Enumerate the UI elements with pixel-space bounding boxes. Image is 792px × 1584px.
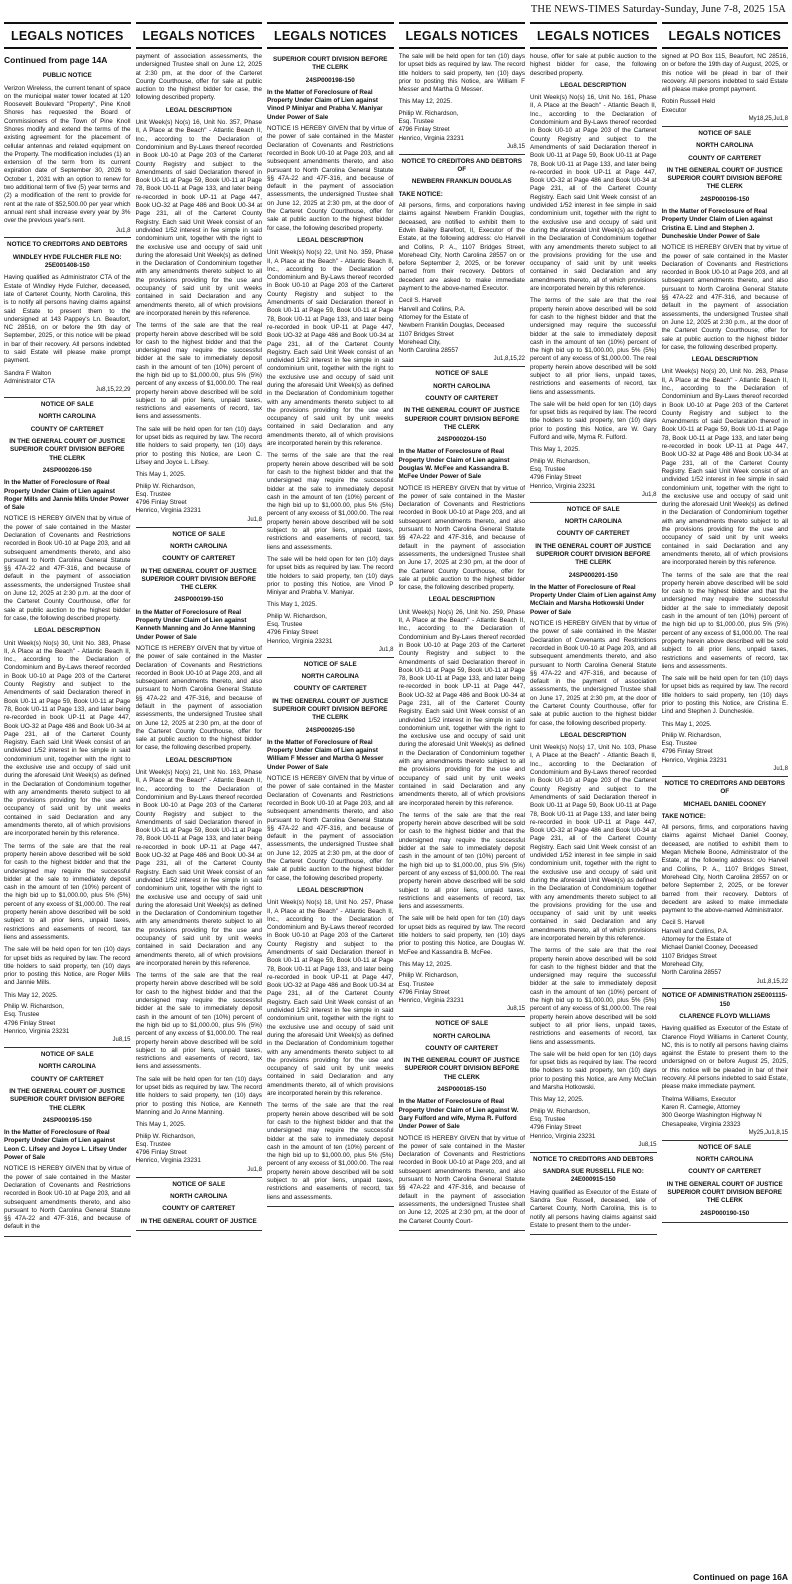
notice-title: NOTICE TO CREDITORS AND DEBTORS OF [664,779,785,796]
publication-dates: My18,25,Ju1,8 [748,116,788,123]
matter-heading: In the Matter of Foreclosure of Real Property Under Claim of Lien against Amy McClain and Marsha Hotkowski Under Power of Sale [530,583,657,616]
court-line: 24SP000205-150 [305,726,355,734]
legal-paragraph: Unit Week(s) No(s) 22, Unit No. 359, Phase II, A Place at the Beach" - Atlantic Beach II, Inc., according to the Declaration of Condominium and By-Laws thereof recorded in Book U0-10 at Page 203 of the Carteret County Registry and subject to the Amendments of said Declaration thereof in Book U0-11 at Page 59, Book U0-11 at Page 78, Book U0-11 at Page 133, and later being re-recorded in book UP-11 at Page 447, Book UO-32 at Page 486 and Book U0-34 at Page 231, all of the Carteret County Registry. Each said Unit Week consist of an undivided 1/52 interest in fee simple in said condominium unit, together with the right to the exclusive use and occupy of said unit during the aforesaid Unit Week(s) as defined in the Declaration of Condominium together with any amendments thereto subject to all the provisions providing for the use and occupancy of said unit by unit weeks contained in said Declaration and any amendments thereto, all of which provisions are incorporated herein by this reference. [267,249,394,448]
signature-line: 4796 Finlay Street [530,1124,582,1132]
signature-line: Esq. Trustee [135,1140,171,1148]
publication-dates: Ju1,8 [247,516,262,523]
notice-paragraph: Verizon Wireless, the current tenant of space on the municipal water tower located at 120 Roosevelt Boulevard "Property", Pine Knoll Shores has requested the Board of Commissioners of the Town of Pine Knoll Shores modify and extend the terms of the existing agreement for the placement of cellular antennas and related equipment on the Property. The modification includes (1) an extension of the term from its current expiration date of September 30, 2026 to October 1, 2031 with an option to renew for two additional term of five (5) year terms and (2) a modification of the rent to provide for rent at the rate of $52,500.00 per year which annual rent shall increase every year by 3% over the previous year's rent. [4,84,131,225]
notice-divider [267,1206,394,1207]
dated-line: This May 1, 2025. [135,471,186,479]
column-body [399,53,526,1582]
notice-title: NOTICE OF SALE [172,1180,226,1188]
legal-description-heading: LEGAL DESCRIPTION [560,731,627,739]
notice-paragraph: NOTICE IS HEREBY GIVEN that by virtue of the power of sale contained in the Master Declaration of Covenants and Restrictions recorded in Book U0-10 at Page 203, and all subsequent amendments thereto, and also pursuant to North Carolina General Statute §§ 47A-22 and 47F-316, and because of default in the payment of association assessments, the undersigned Trustee shall on June 12, 2025 at 2:30 p.m. at the door of the Carteret County Courthouse, offer for sale at public auction to the highest bidder for case, the following described property. [4,515,131,622]
notice-subtitle: TAKE NOTICE: [398,190,443,198]
legal-paragraph: The terms of the sale are that the real property herein above described will be sold for cash to the highest bidder and that the undersigned may require the successful bidder at the sale to immediately deposit cash in the amount of ten (10%) percent of the high bid up to $1,000.00, plus 5% (5%) percent of any excess of $1,000.00. The real property herein above described will be sold subject to all prior liens, unpaid taxes, restrictions and easements of record, tax liens and assessments. [398,811,525,911]
court-line: 24SP000190-150 [700,1209,750,1217]
notice-divider [136,527,263,528]
signature-line: North Carolina 28557 [661,969,722,977]
signature-line: Esq. Trustee [135,490,171,498]
signature-line: 4796 Finlay Street [4,1019,56,1027]
signature-line: Philip W. Richardson, [135,1132,196,1140]
signature-line: Philip W. Richardson, [398,109,459,117]
court-line: NORTH CAROLINA [38,1063,96,1071]
matter-heading: In the Matter of Foreclosure of Real Property Under Claim of Lien against Leon C. Lifsey and Joyce L. Lifsey Under Power of Sale [4,1129,127,1162]
court-line: COUNTY OF CARTERET [425,1044,499,1052]
publication-dates: Ju8,15 [638,1141,657,1148]
legal-notice [399,1020,526,1231]
legal-notice [662,53,789,127]
legal-paragraph: The sale will be held open for ten (10) days for upset bids as required by law. The record title holders to said property, ten (10) days prior to posting this Notice, are Kenneth Manning and Jo Anne Manning. [135,1075,262,1116]
notice-paragraph: NOTICE IS HEREBY GIVEN that by virtue of the power of sale contained in the Master Declaration of Covenants and Restrictions recorded in Book U0-10 at Page 203, and all subsequent amendments thereto, and also pursuant to North Carolina General Statute §§ 47A-22 and 47F-316, and because of default in the payment of association assessments, the undersigned Trustee shall on June 12, 2025 at 2:30 pm, at the door of the Carteret County Court- [398,1134,525,1225]
notice-subtitle: TAKE NOTICE: [661,812,706,820]
legal-paragraph: Unit Week(s) No(s) 21, Unit No. 163, Phase II, A Place at the Beach" - Atlantic Beach II, Inc., according to the Declaration of Condominium and By-Laws thereof recorded in Book U0-10 at Page 203 of the Carteret County Registry and subject to the Amendments of said Declaration thereof in Book U0-11 at Page 59, Book U0-11 at Page 78, Book U0-11 at Page 133, and later being re-recorded in book UP-11 at Page 447, Book UO-32 at Page 486 and Book U0-34 at Page 231, all of the Carteret County Registry. Each said Unit Week consist of an undivided 1/52 interest in fee simple in said condominium unit, together with the right to the exclusive use and occupy of said unit during the aforesaid Unit Week(s) as defined in the Declaration of Condominium together with any amendments thereto subject to all the provisions providing for the use and occupancy of said unit by unit weeks contained in said Declaration and any amendments thereto, all of which provisions are incorporated herein by this reference. [135,769,262,967]
signature-line: Esq. Trustee [530,465,566,473]
column-header: LEGALS NOTICES [399,22,526,49]
signature-line: Thelma Williams, Executor [661,1095,737,1103]
court-line: COUNTY OF CARTERET [30,1075,104,1083]
legal-description-heading: LEGAL DESCRIPTION [428,596,495,604]
notice-paragraph: NOTICE IS HEREBY GIVEN that by virtue of the power of sale contained in the Master Declaration of Covenants and Restrictions recorded in Book U0-10 at Page 203, and all subsequent amendments thereto, and also pursuant to North Carolina General Statute §§ 47A-22 and 47F-316, and because of default in the payment of association assessments, the undersigned Trustee shall on June 12, 2025 at 2:30 pm, at the door of the Carteret County Courthouse, offer for sale at public auction to the highest bidder for case, the following described property. [135,644,262,752]
notice-paragraph: All persons, firms, and corporations having claims against Newbern Franklin Douglas, deceased, are notified to exhibit them to Edwin Bailey Barefoot, II, Executor of the Estate, at the following address: c/o Harvell and Collins, P. A., 1107 Bridges Street, Morehead City, North Carolina 28557 on or before September 2, 2025, or be forever barred from their recovery. Debtors of decedent are asked to make immediate payment to the above-named Executor. [398,202,525,293]
legal-paragraph: The terms of the sale are that the real property herein above described will be sold for cash to the highest bidder and that the undersigned may require the successful bidder at the sale to immediately deposit cash in the amount of ten (10%) percent of the high bid up to $1,000.00, plus 5% (5%) percent of any excess of $1,000.00. The real property herein above described will be sold subject to all prior liens, unpaid taxes, restrictions and easements of record, tax liens and assessments. [135,322,262,421]
court-line: COUNTY OF CARTERET [293,685,367,693]
signature-block [136,1133,263,1166]
publication-dates: Ju8,15 [112,1037,131,1044]
legal-notice [136,53,263,528]
signature-line: Philip W. Richardson, [267,612,327,620]
legal-paragraph: The sale will be held open for ten (10) days for upset bids as required by law. The record title holders to said property, ten (10) days prior to posting this Notice, are Amy McClain and Marsha Hotkowski. [530,1050,657,1092]
court-line: NORTH CAROLINA [301,673,359,681]
dated-line: This May 12, 2025. [4,991,58,999]
court-line: COUNTY OF CARTERET [30,425,104,433]
signature-line: Philip W. Richardson, [530,1107,590,1115]
notice-divider [662,1222,789,1223]
court-line: IN THE GENERAL COURT OF JUSTICE SUPERIOR COURT DIVISION BEFORE THE CLERK [666,166,783,191]
legal-notice [399,53,526,155]
legal-paragraph: The terms of the sale are that the real property herein above described will be sold for cash to the highest bidder and that the undersigned may require the successful bidder at the sale to immediately deposit cash in the amount of ten (10%) percent of the high bid up to $1,000.00, plus 5% (5%) percent of any excess of $1,000.00. The real property herein above described will be sold subject to all prior liens, unpaid taxes, restrictions and easements of record, tax liens and assessments. [135,972,262,1071]
notice-title: NOTICE OF SALE [698,129,752,137]
legal-paragraph: The terms of the sale are that the real property herein above described will be sold for cash to the highest bidder and that the undersigned may require the successful bidder at the sale to immediately deposit cash in the amount of ten (10%) percent of the high bid up to $1,000.00, plus 5% (5%) percent of any excess of $1,000.00. The real property herein above described will be sold subject to all prior liens, unpaid taxes, restrictions and easements of record, tax liens and assessments. [530,947,657,1046]
notice-divider [399,366,526,367]
court-line: 24SP000201-150 [568,571,618,579]
legal-description-heading: LEGAL DESCRIPTION [560,81,627,89]
matter-heading: In the Matter of Foreclosure of Real Property Under Claim of Lien against W. Gary Fulford and wife, Myrna R. Fulford Under Power of Sale [398,1098,519,1131]
dated-line: This May 12, 2025. [398,960,453,968]
notice-title: PUBLIC NOTICE [42,72,92,80]
notice-title: NOTICE OF ADMINISTRATION 25E001115-150 [662,992,788,1008]
notice-subtitle: CLARENCE FLOYD WILLIAMS [679,1013,771,1020]
notice-divider [662,1140,789,1141]
publication-dates: Ju1,8 [773,766,788,773]
notice-paragraph: All persons, firms, and corporations having claims against Michael Daniel Cooney, deceased, are notified to exhibit them to Megan Michele Boone, Administrator of the Estate, at the following address: c/o Harvell and Collins, P. A., 1107 Bridges Street, Morehead City, North Carolina 28557 on or before September 2, 2025, or be forever barred from their recovery. Debtors of decedent are asked to make immediate payment to the above-named Administrator. [661,824,788,915]
court-line: IN THE GENERAL COURT OF JUSTICE SUPERIOR COURT DIVISION BEFORE THE CLERK [666,1180,783,1205]
legal-notice [530,506,657,1153]
signature-line: Robin Russell Held [661,98,716,106]
notice-divider [4,237,131,238]
signature-line: 300 George Washington Highway N [661,1112,762,1120]
signature-line: 1107 Bridges Street [661,952,717,960]
matter-heading: In the Matter of Foreclosure of Real Property Under Claim of Lien against William F Messer and Martha G Messer Under Power of Sale [267,738,384,771]
notice-paragraph: NOTICE IS HEREBY GIVEN that by virtue of the power of sale contained in the Master Declaration of Covenants and Restrictions recorded in Book U0-10 at Page 203, and all subsequent amendments thereto, and also pursuant to North Carolina General Statute §§ 47A-22 and 47F-316, and because of default in the payment of association assessments, the undersigned Trustee shall on June 12, 2025 at 2:30 pm, at the door of the Carteret County Courthouse, offer for sale at public auction to the highest bidder for case, the following described property. [267,775,394,882]
legal-paragraph: The sale will be held open for ten (10) days for upset bids as required by law. The record title holders to said property, ten (10) days prior to posting this Notice, are Leon C. Lifsey and Joyce L. Lifsey. [135,425,262,466]
legal-paragraph: The sale will be held open for ten (10) days for upset bids as required by law. The record title holders to said property, ten (10) days prior to posting this Notice, are Douglas W. McFee and Kassandra B. McFee. [398,915,525,956]
legal-notice [662,1144,789,1223]
legal-notice [4,241,131,398]
legal-paragraph: Unit Week(s) No(s) 30, Unit No. 383, Phase II, A Place at the Beach" - Atlantic Beach II, Inc., according to the Declaration of Condominium and By-Laws thereof recorded in Book U0-10 at Page 203 of the Carteret County Registry and subject to the Amendments of said Declaration thereof in Book U0-11 at Page 59, Book U0-11 at Page 78, Book U0-11 at Page 133, and later being re-recorded in book UP-11 at Page 447, Book UO-32 at Page 486 and Book U0-34 at Page 231, all of the Carteret County Registry. Each said Unit Week consist of an undivided 1/52 interest in fee simple in said condominium unit, together with the right to the exclusive use and occupy of said unit during the aforesaid Unit Week(s) as defined in the Declaration of Condominium together with any amendments thereto subject to all the provisions providing for the use and occupancy of said unit by unit weeks contained in said Declaration and any amendments thereto, all of which provisions are incorporated herein by this reference. [4,639,131,838]
signature-line: 4796 Finlay Street [661,748,713,756]
legal-notice [662,130,789,777]
notice-title: NOTICE OF SALE [303,660,357,668]
legal-paragraph: The terms of the sale are that the real property herein above described will be sold for cash to the highest bidder and that the undersigned may require the successful bidder at the sale to immediately deposit cash in the amount of ten (10%) percent of the high bid up to $1,000.00, plus 5% (5%) percent of any excess of $1,000.00. The real property herein above described will be sold subject to all prior liens, unpaid taxes, restrictions and easements of record, tax liens and assessments. [267,452,394,551]
legal-description-heading: LEGAL DESCRIPTION [165,756,232,764]
signature-block [4,1003,131,1036]
signature-block [662,919,789,977]
notice-title: NOTICE OF SALE [435,1020,489,1028]
matter-heading: In the Matter of Foreclosure of Real Property Under Claim of Lien against Cristina E. Lind and Stephen J. Duncheskie Under Power of Sale [661,208,773,240]
signature-line: Henrico, Virginia 23231 [135,1157,201,1165]
legal-paragraph: The sale will be held open for ten (10) days for upset bids as required by law. The record title holders to said property, ten (10) days prior to posting this Notice, are Cristina E. Lind and Stephen J. Duncheskie. [661,675,788,716]
column-4 [399,22,526,1582]
legal-paragraph: The terms of the sale are that the real property herein above described will be sold for cash to the highest bidder and that the undersigned may require the successful bidder at the sale to immediately deposit cash in the amount of ten (10%) percent of the high bid up to $1,000.00, plus 5% (5%) percent of any excess of $1,000.00. The real property herein above described will be sold subject to all prior liens, unpaid taxes, restrictions and easements of record, tax liens and assessments. [530,297,657,396]
publication-dates: My25,Ju1,8,15 [748,1129,788,1136]
notice-paragraph: house, offer for sale at public auction to the highest bidder for case, the following described property. [530,53,657,77]
notice-paragraph: NOTICE IS HEREBY GIVEN that by virtue of the power of sale contained in the Master Declaration of Covenants and Restrictions recorded in Book U0-10 at Page 203, and all subsequent amendments thereto, and also pursuant to North Carolina General Statute §§ 47A-22 and 47F-316, and because of default in the payment of association assessments, the undersigned Trustee shall on June 17, 2025 at 2:30 pm, at the door of the Carteret County Courthouse, offer for sale at public auction to the highest bidder for case, the following described property. [398,484,525,592]
signature-line: Philip W. Richardson, [661,731,722,739]
court-line: 24SP000196-150 [700,195,750,203]
signature-line: Esq. Trustee [4,1011,40,1019]
publication-dates: Ju8,15 [506,1006,525,1013]
court-line: COUNTY OF CARTERET [688,154,762,162]
notice-divider [662,126,789,127]
legal-paragraph: Unit Week(s) No(s) 16, Unit No. 357, Phase II, A Place at the Beach" - Atlantic Beach II, Inc., according to the Declaration of Condominium and By-Laws thereof recorded in Book U0-10 at Page 203 of the Carteret County Registry and subject to the Amendments of said Declaration thereof in Book U0-11 at Page 59, Book U0-11 at Page 78, Book U0-11 at Page 133, and later being re-recorded in book UP-11 at Page 447, Book UO-32 at Page 486 and Book U0-34 at Page 231, all of the Carteret County Registry. Each said Unit Week consist of an undivided 1/52 interest in fee simple in said condominium unit, together with the right to the exclusive use and occupy of said unit during the aforesaid Unit Week(s) as defined in the Declaration of Condominium together with any amendments thereto subject to all the provisions providing for the use and occupancy of said unit by unit weeks contained in said Declaration and any amendments thereto, all of which provisions are incorporated herein by this reference. [135,119,262,317]
signature-block [662,98,789,115]
signature-block [662,732,789,765]
column-body [530,53,657,1582]
notice-title: NOTICE OF SALE [40,1051,94,1059]
legal-description-heading: LEGAL DESCRIPTION [297,886,364,894]
notice-divider [662,776,789,777]
signature-block [4,370,131,387]
signature-line: Esq. Trustee [398,118,434,126]
masthead: THE NEWS-TIMES Saturday-Sunday, June 7-8, 2025 15A [530,4,786,15]
legal-description-heading: LEGAL DESCRIPTION [165,106,232,114]
court-line: NORTH CAROLINA [564,518,622,526]
column-header: LEGALS NOTICES [4,22,131,49]
notice-divider [267,657,394,658]
signature-line: Morehead City, [661,960,704,968]
notice-paragraph: Having qualified as Administrator CTA of the Estate of Windley Hyde Fulcher, deceased, late of Carteret County, North Carolina, this is to notify all persons having claims against said Estate to present them to the undersigned at 143 Pappey's Ln. Beaufort, NC 28516, on or before the 9th day of September, 2025, or this notice will be plead in bar of their recovery. All persons indebted to said Estate will please make prompt payment. [4,274,131,365]
notice-paragraph: The sale will be held open for ten (10) days for upset bids as required by law. The record title holders to said property, ten (10) days prior to posting this Notice, are William F Messer and Martha G Messer. [398,53,525,94]
column-3 [267,22,394,1582]
dated-line: This May 1, 2025. [135,1121,186,1129]
notice-title: NOTICE TO CREDITORS AND DEBTORS [7,241,128,249]
signature-line: Henrico, Virginia 23231 [398,997,464,1005]
court-line: IN THE GENERAL COURT OF JUSTICE SUPERIOR COURT DIVISION BEFORE THE CLERK [9,1088,126,1112]
legal-description-heading: LEGAL DESCRIPTION [691,356,758,364]
notice-divider [530,1152,657,1153]
signature-line: 1107 Bridges Street [398,330,454,338]
signature-line: Michael Daniel Cooney, Deceased [661,944,758,952]
notice-divider [530,1234,657,1235]
notice-paragraph: signed at PO Box 115, Beaufort, NC 28516, on or before the 19th day of August, 2025, or this notice will be plead in bar of their recovery. All persons indebted to said Estate will please make prompt payment. [661,53,788,94]
court-line: NORTH CAROLINA [170,542,228,550]
court-line: IN THE GENERAL COURT OF JUSTICE SUPERIOR COURT DIVISION BEFORE THE CLERK [9,438,126,462]
column-header: LEGALS NOTICES [267,22,394,49]
legal-paragraph: Unit Week(s) No(s) 26, Unit No. 259, Phase II, A Place at the Beach" - Atlantic Beach II, Inc., according to the Declaration of Condominium and By-Laws thereof recorded in Book U0-10 at Page 203 of the Carteret County Registry and subject to the Amendments of said Declaration thereof in Book U0-11 at Page 59, Book U0-11 at Page 78, Book U0-11 at Page 133, and later being re-recorded in book UP-11 at Page 447, Book UO-32 at Page 486 and Book U0-34 at Page 231, all of the Carteret County Registry. Each said Unit Week consist of an undivided 1/52 interest in fee simple in said condominium unit, together with the right to the exclusive use and occupy of said unit during the aforesaid Unit Week(s) as defined in the Declaration of Condominium together with any amendments thereto subject to all the provisions providing for the use and occupancy of said unit by unit weeks contained in said Declaration and any amendments thereto, all of which provisions are incorporated herein by this reference. [398,608,525,807]
legal-paragraph: The sale will be held open for ten (10) days for upset bids as required by law. The record title holders to said property, ten (10) days prior to posting this Notice, are Vinod P Miniyar and Prabha V. Maniyar. [267,555,394,597]
legal-notice [136,1181,263,1231]
legal-notice [530,1156,657,1235]
court-line: 24SP000206-150 [42,466,92,474]
court-line: IN THE GENERAL COURT OF JUSTICE SUPERIOR COURT DIVISION BEFORE THE CLERK [140,567,257,592]
column-body [136,53,263,1582]
signature-line: Sandra F Walton [4,369,52,377]
court-line: COUNTY OF CARTERET [425,394,499,402]
column-6 [662,22,789,1582]
notice-divider [136,1230,263,1231]
notice-divider [4,397,131,398]
matter-heading: In the Matter of Foreclosure of Real Property Under Claim of Lien against Roger Mills and Jannie Mills Under Power of Sale [4,479,129,512]
publication-dates: Ju1,8 [378,646,394,653]
legal-notice [4,1051,131,1237]
notice-title: NOTICE OF SALE [435,370,489,378]
signature-block [530,1108,657,1141]
signature-line: Henrico, Virginia 23231 [4,1027,70,1035]
signature-line: Morehead City, [398,338,441,346]
signature-block [267,613,394,646]
signature-line: Esq. Trustee [530,1115,566,1123]
legal-paragraph: Unit Week(s) No(s) 20, Unit No. 263, Phase II, A Place at the Beach" - Atlantic Beach II, Inc., according to the Declaration of Condominium and By-Laws thereof recorded in Book U0-10 at Page 203 of the Carteret County Registry and subject to the Amendments of said Declaration thereof in Book U0-11 at Page 59, Book U0-11 at Page 78, Book U0-11 at Page 133, and later being re-recorded in book UP-11 at Page 447, Book UO-32 at Page 486 and Book U0-34 at Page 231, all of the Carteret County Registry. Each said Unit Week consist of an undivided 1/52 interest in fee simple in said condominium unit, together with the right to the exclusive use and occupy of said unit during the aforesaid Unit Week(s) as defined in the Declaration of Condominium together with any amendments thereto subject to all the provisions providing for the use and occupancy of said unit by unit weeks contained in said Declaration and any amendments thereto, all of which provisions are incorporated herein by this reference. [661,368,788,567]
notice-divider [399,154,526,155]
signature-block [399,110,526,143]
signature-line: 4796 Finlay Street [135,499,187,507]
legal-paragraph: The terms of the sale are that the real property herein above described will be sold for cash to the highest bidder and that the undersigned may require the successful bidder at the sale to immediately deposit cash in the amount of ten (10%) percent of the high bid up to $1,000.00, plus 5% (5%) percent of any excess of $1,000.00. The real property herein above described will be sold subject to all prior liens, unpaid taxes, restrictions and easements of record, tax liens and assessments. [661,571,788,670]
signature-line: Philip W. Richardson, [135,482,196,490]
notice-title: NOTICE OF SALE [40,401,94,409]
signature-line: Administrator CTA [4,377,55,385]
signature-line: 4796 Finlay Street [267,629,319,637]
matter-heading: In the Matter of Foreclosure of Real Property Under Claim of Lien against Kenneth Manning and Jo Anne Manning Under Power of Sale [135,608,256,641]
signature-line: Henrico, Virginia 23231 [530,482,596,490]
court-line: 24SP000199-150 [174,596,224,604]
signature-line: Philip W. Richardson, [4,1003,64,1011]
signature-line: Esq. Trustee [661,740,697,748]
signature-line: Karen R. Carnegie, Attorney [661,1103,741,1111]
court-line: NORTH CAROLINA [170,1192,228,1200]
matter-heading: In the Matter of Foreclosure of Real Property Under Claim of Lien against Vinod P Miniyar and Prabha V. Maniyar Under Power of Sale [267,88,383,121]
court-line: IN THE GENERAL COURT OF JUSTICE [140,1217,257,1225]
court-line: IN THE GENERAL COURT OF JUSTICE SUPERIOR COURT DIVISION BEFORE THE CLERK [403,407,520,431]
court-line: NORTH CAROLINA [38,413,96,421]
signature-line: Henrico, Virginia 23231 [530,1132,596,1140]
court-line: COUNTY OF CARTERET [556,530,630,538]
continued-from-label: Continued from page 14A [4,55,108,65]
notice-divider [399,1016,526,1017]
legal-notice [136,531,263,1178]
signature-line: 4796 Finlay Street [530,474,582,482]
legal-paragraph: The terms of the sale are that the real property herein above described will be sold for cash to the highest bidder and that the undersigned may require the successful bidder at the sale to immediately deposit cash in the amount of ten (10%) percent of the high bid up to $1,000.00, plus 5% (5%) percent of any excess of $1,000.00. The real property herein above described will be sold subject to all prior liens, unpaid taxes, restrictions and easements of record, tax liens and assessments. [4,842,131,941]
legal-notice [662,780,789,989]
column-2 [136,22,263,1582]
signature-block [530,458,657,491]
column-1 [4,22,131,1582]
notice-title: NOTICE OF SALE [698,1143,752,1151]
signature-line: Attorney for the Estate of [398,313,469,321]
notice-title: NOTICE OF SALE [566,505,620,513]
column-body [267,53,394,1582]
court-line: NORTH CAROLINA [433,382,491,390]
notice-divider [399,1230,526,1231]
publication-dates: Ju1,8,15,22 [756,978,788,985]
signature-line: Henrico, Virginia 23231 [267,637,333,645]
signature-block [662,1096,789,1129]
dated-line: This May 12, 2025. [398,98,453,106]
dated-line: This May 1, 2025. [267,601,318,609]
court-line: NORTH CAROLINA [696,1156,754,1164]
legal-paragraph: The sale will be held open for ten (10) days for upset bids as required by law. The record title holders to said property, ten (10) days prior to posting this Notice, are Roger Mills and Jannie Mills. [4,946,131,987]
signature-line: Cecil S. Harvell [398,297,442,305]
court-line: 24SP000198-150 [305,76,355,84]
publication-dates: Ju8,15,22,29 [95,387,131,394]
dated-line: This May 12, 2025. [530,1096,584,1104]
legal-notice [399,370,526,1017]
matter-heading: In the Matter of Foreclosure of Real Property Under Claim of Lien against Douglas W. McFee and Kassandra B. McFee Under Power of Sale [398,448,510,481]
court-line: 24SP000195-150 [42,1116,92,1124]
legal-notice [267,56,394,658]
court-line: COUNTY OF CARTERET [162,555,236,563]
continued-on-label: Continued on page 16A [693,1572,788,1582]
publication-dates: Ju1,8 [115,227,131,234]
notice-paragraph: NOTICE IS HEREBY GIVEN that by virtue of the power of sale contained in the Master Declaration of Covenants and Restrictions recorded in Book U0-10 at Page 203, and all subsequent amendments thereto, and also pursuant to North Carolina General Statute §§ 47A-22 and 47F-316, and because of default in the payment of association assessments, the undersigned Trustee shall on June 12, 2025 at 2:30 pm, at the door of the Carteret County Courthouse, offer for sale at public auction to the highest bidder for case, the following described property. [267,125,394,232]
notice-paragraph: Having qualified as Executor of the Estate of Sandra Sue Russell, deceased, late of Carteret County, North Carolina, this is to notify all persons having claims against said Estate to present them to the under- [530,1188,657,1229]
notice-divider [4,1236,131,1237]
signature-line: Esq. Trustee [267,621,303,628]
legal-notice [267,661,394,1207]
notice-paragraph: NOTICE IS HEREBY GIVEN that by virtue of the power of sale contained in the Master Declaration of Covenants and Restrictions recorded in Book U0-10 at Page 203, and all subsequent amendments thereto, and also pursuant to North Carolina General Statute §§ 47A-22 and 47F-316, and because of default in the payment of association assessments, the undersigned Trustee shall on June 12, 2025 at 2:30 p.m., at the door of the Carteret County Courthouse, offer for sale at public auction to the highest bidder for case, the following described property. [661,244,788,351]
publication-dates: Ju1,8,15,22 [493,356,525,363]
signature-line: Henrico, Virginia 23231 [135,507,201,515]
column-5 [530,22,657,1582]
signature-line: 4796 Finlay Street [135,1149,187,1157]
notice-paragraph: Having qualified as Executor of the Estate of Clarence Floyd Williams in Carteret County, NC, this is to notify all persons having claims against the Estate to present them to the undersigned on or before August 25, 2025, or this notice will be pleaded in bar of their recovery. All persons indebted to said Estate, please make immediate payment. [661,1025,788,1091]
signature-line: Henrico, Virginia 23231 [661,756,727,764]
notice-paragraph: NOTICE IS HEREBY GIVEN that by virtue of the power of sale contained in the Master Declaration of Covenants and Restrictions recorded in Book U0-10 at Page 203, and all subsequent amendments thereto, and also pursuant to North Carolina General Statute §§ 47A-22 and 47F-316, and because of default in the payment of association assessments, the undersigned Trustee shall on June 17, 2025 at 2:30 pm, at the door of the Carteret County Courthouse, offer for sale at public auction to the highest bidder for case, the following described property. [530,620,657,727]
signature-line: Cecil S. Harvell [661,919,705,927]
dated-line: This May 1, 2025. [530,446,581,454]
column-header: LEGALS NOTICES [662,22,789,49]
notice-paragraph: NOTICE IS HEREBY GIVEN that by virtue of the power of sale contained in the Master Declaration of Covenants and Restrictions recorded in Book U0-10 at Page 203, and all subsequent amendments thereto, and also pursuant to North Carolina General Statute §§ 47A-22 and 47F-316, and because of default in the [4,1165,131,1231]
notice-subtitle: MICHAEL DANIEL COONEY [683,800,767,808]
notice-title: NOTICE TO CREDITORS AND DEBTORS OF [401,157,522,174]
signature-line: Chesapeake, Virginia 23323 [661,1120,741,1128]
publication-dates: Ju1,8 [641,491,657,498]
legal-paragraph: Unit Week(s) No(s) 16, Unit No. 161, Phase II, A Place at the Beach" - Atlantic Beach II, Inc., according to the Declaration of Condominium and By-Laws thereof recorded in Book U0-10 at Page 203 of the Carteret County Registry and subject to the Amendments of said Declaration thereof in Book U0-11 at Page 59, Book U0-11 at Page 78, Book U0-11 at Page 133, and later being re-recorded in book UP-11 at Page 447, Book UO-32 at Page 486 and Book U0-34 at Page 231, all of the Carteret County Registry. Each said Unit Week consist of an undivided 1/52 interest in fee simple in said condominium unit, together with the right to the exclusive use and occupy of said unit during the aforesaid Unit Week(s) as defined in the Declaration of Condominium together with any amendments thereto subject to all the provisions providing for the use and occupancy of said unit by unit weeks contained in said Declaration and any amendments thereto, all of which provisions are incorporated herein by this reference. [530,94,657,293]
dated-line: This May 1, 2025. [661,720,712,728]
signature-line: Harvell and Collins, P.A. [661,927,729,935]
court-line: IN THE GENERAL COURT OF JUSTICE SUPERIOR COURT DIVISION BEFORE THE CLERK [535,542,652,567]
signature-line: North Carolina 28557 [398,347,459,355]
legal-notice [530,53,657,503]
signature-line: Philip W. Richardson, [530,457,590,465]
notice-subtitle: SANDRA SUE RUSSELL FILE NO: 24E000915-150 [542,1168,644,1184]
legal-description-heading: LEGAL DESCRIPTION [297,236,364,244]
publication-dates: Ju8,15 [506,143,525,150]
signature-block [136,483,263,516]
court-line: COUNTY OF CARTERET [688,1168,762,1176]
notice-subtitle: NEWBERN FRANKLIN DOUGLAS [411,178,512,186]
legal-paragraph: The terms of the sale are that the real property herein above described will be sold for cash to the highest bidder and that the undersigned may require the successful bidder at the sale to immediately deposit cash in the amount of ten (10%) percent of the high bid up to $1,000.00, plus 5% (5%) percent of any excess of $1,000.00. The real property herein above described will be sold subject to all prior liens, unpaid taxes, restrictions and easements of record, tax liens and assessments. [267,1102,394,1201]
legal-paragraph: Unit Week(s) No(s) 18, Unit No. 257, Phase II, A Place at the Beach" - Atlantic Beach II, Inc., according to the Declaration of Condominium and By-Laws thereof recorded in Book U0-10 at Page 203 of the Carteret County Registry and subject to the Amendments of said Declaration thereof in Book U0-11 at Page 59, Book U0-11 at Page 78, Book U0-11 at Page 133, and later being re-recorded in book UP-11 at Page 447, Book UO-32 at Page 486 and Book U0-34 at Page 231, all of the Carteret County Registry. Each said Unit Week consist of an undivided 1/52 interest in fee simple in said condominium unit, together with the right to the exclusive use and occupy of said unit during the aforesaid Unit Week(s) as defined in the Declaration of Condominium together with any amendments thereto subject to all the provisions providing for the use and occupancy of said unit by unit weeks contained in said Declaration and any amendments thereto, all of which provisions are incorporated herein by this reference. [267,899,394,1098]
publication-dates: Ju1,8 [247,1166,262,1173]
legal-notice [4,401,131,1048]
court-line: NORTH CAROLINA [696,142,754,150]
signature-line: Newbern Franklin Douglas, Deceased [398,322,505,330]
court-line: NORTH CAROLINA [433,1032,491,1040]
signature-line: Harvell and Collins, P.A. [398,305,466,313]
court-line: 24SP000204-150 [437,436,487,444]
legal-paragraph: Unit Week(s) No(s) 17, Unit No. 103, Phase I, A Place at the Beach" - Atlantic Beach II, Inc., according to the Declaration of Condominium and By-Laws thereof recorded in Book U0-10 at Page 203 of the Carteret County Registry and subject to the Amendments of said Declaration thereof in Book U0-11 at Page 59, Book U0-11 at Page 78, Book U0-11 at Page 133, and later being re-recorded in book UP-11 at Page 447, Book UO-32 at Page 486 and Book U0-34 at Page 231, all of the Carteret County Registry. Each said Unit Week consist of an undivided 1/52 interest in fee simple in said condominium unit, together with the right to the exclusive use and occupy of said unit during the aforesaid Unit Week(s) as defined in the Declaration of Condominium together with any amendments thereto subject to all the provisions providing for the use and occupancy of said unit by unit weeks contained in said Declaration and any amendments thereto, all of which provisions are incorporated herein by this reference. [530,744,657,942]
notice-title: NOTICE OF SALE [172,530,226,538]
notice-divider [136,1177,263,1178]
column-header: LEGALS NOTICES [530,22,657,49]
court-line: IN THE GENERAL COURT OF JUSTICE SUPERIOR COURT DIVISION BEFORE THE CLERK [272,697,389,722]
notice-paragraph: payment of association assessments, the undersigned Trustee shall on June 12, 2025 at 2:30 pm, at the door of the Carteret County Courthouse, offer for sale at public auction to the highest bidder for case, the following described property. [135,53,262,102]
signature-line: 4796 Finlay Street [398,126,450,134]
legal-description-heading: LEGAL DESCRIPTION [34,627,101,635]
legal-notice [399,158,526,367]
notice-divider [4,1047,131,1048]
signature-line: Henrico, Virginia 23231 [398,134,464,142]
column-body [4,53,131,1582]
court-line: COUNTY OF CARTERET [162,1205,236,1213]
notice-divider [662,988,789,989]
column-body [662,53,789,1564]
signature-line: Esq. Trustee [398,980,434,988]
legal-notice [4,72,131,238]
notice-title: NOTICE TO CREDITORS AND DEBTORS [533,1155,654,1163]
signature-line: Philip W. Richardson, [398,972,459,980]
column-header: LEGALS NOTICES [136,22,263,49]
signature-line: Executor [661,106,687,114]
notice-subtitle: WINDLEY HYDE FULCHER FILE NO: 25E001408-150 [12,253,122,270]
signature-block [399,297,526,355]
court-line: 24SP000185-150 [437,1086,487,1094]
signature-line: Attorney for the Estate of [661,936,732,944]
court-line: SUPERIOR COURT DIVISION BEFORE THE CLERK [273,56,388,72]
legal-paragraph: The sale will be held open for ten (10) days for upset bids as required by law. The record title holders to said property, ten (10) days prior to posting this Notice, are W. Gary Fulford and wife, Myrna R. Fulford. [530,400,657,442]
court-line: IN THE GENERAL COURT OF JUSTICE SUPERIOR COURT DIVISION BEFORE THE CLERK [403,1057,520,1081]
notice-divider [530,502,657,503]
signature-block [399,972,526,1005]
signature-line: 4796 Finlay Street [398,988,450,996]
legal-notices-page [4,22,788,1582]
legal-notice [662,992,789,1140]
